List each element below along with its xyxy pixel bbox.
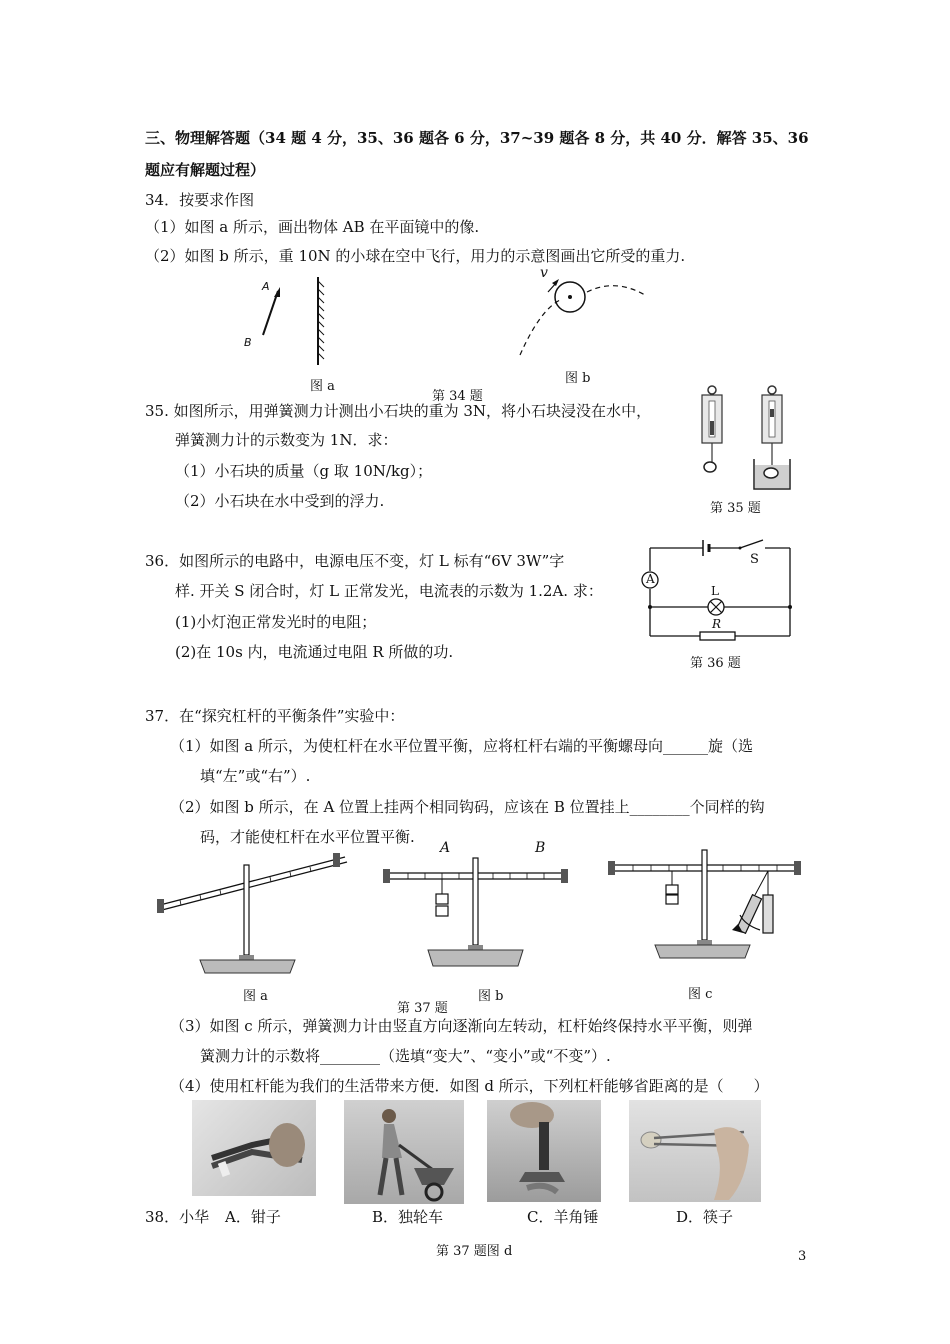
hook-weight xyxy=(436,906,448,916)
q37-figure-c xyxy=(600,850,810,965)
resistor-r xyxy=(700,632,735,640)
q36-caption: 第 36 题 xyxy=(690,656,741,671)
q35-caption: 第 35 题 xyxy=(710,501,761,516)
photo-chopsticks xyxy=(629,1100,761,1202)
q36-label-ammeter: A xyxy=(646,572,655,586)
q35-part1: （1）小石块的质量（g 取 10N/kg）； xyxy=(175,462,433,480)
q37-figure-a xyxy=(150,855,350,975)
q37-title: 37．在“探究杠杆的平衡条件”实验中： xyxy=(145,707,405,725)
q35-figure xyxy=(690,385,800,495)
q36-part1: (1)小灯泡正常发光时的电阻； xyxy=(175,613,377,631)
q37-figure-b xyxy=(380,858,580,973)
q38-stub: 38．小华 xyxy=(145,1208,210,1226)
q36-line1: 36．如图所示的电路中，电源电压不变，灯 L 标有“6V 3W”字 xyxy=(145,552,565,570)
q37-caption: 第 37 题 xyxy=(397,1001,448,1016)
q37-option-d: D．筷子 xyxy=(676,1208,734,1226)
arrow-icon xyxy=(274,287,280,297)
balance-nut-left xyxy=(157,899,164,913)
q36-part2: (2)在 10s 内，电流通过电阻 R 所做的功. xyxy=(175,643,454,661)
velocity-arrow-icon xyxy=(552,279,559,286)
q37-part1-line2: 填“左”或“右”）. xyxy=(200,767,311,785)
q37-label-a: A xyxy=(440,840,451,856)
q37-option-c: C．羊角锤 xyxy=(527,1208,599,1226)
q37-part4: （4）使用杠杆能为我们的生活带来方便．如图 d 所示，下列杠杆能够省距离的是（ ） xyxy=(170,1077,769,1095)
q37-part3-line1: （3）如图 c 所示，弹簧测力计由竖直方向逐渐向左转动，杠杆始终保持水平平衡，则弹 xyxy=(170,1017,753,1035)
q37-option-b: B．独轮车 xyxy=(372,1208,444,1226)
spring-scale-tilted xyxy=(736,895,761,934)
q35-line2: 弹簧测力计的示数变为 1N．求： xyxy=(175,431,398,449)
q34-label-a: A xyxy=(262,280,270,293)
lever-stand xyxy=(244,865,249,955)
q37-fig-c-caption: 图 c xyxy=(688,987,713,1002)
section-heading-line1: 三、物理解答题（34 题 4 分，35、36 题各 6 分，37~39 题各 8 分，共 40 分．解答 35、36 xyxy=(145,129,809,147)
q35-part2: （2）小石块在水中受到的浮力. xyxy=(175,492,385,510)
q36-label-l: L xyxy=(711,584,719,598)
q37-part1-line1: （1）如图 a 所示，为使杠杆在水平位置平衡，应将杠杆右端的平衡螺母向______旋（选 xyxy=(170,737,754,755)
q34-caption: 第 34 题 xyxy=(432,389,483,404)
q34-title: 34．按要求作图 xyxy=(145,191,255,209)
q34-label-v: v xyxy=(540,265,548,281)
q34-figure-a xyxy=(240,275,340,370)
photo-pliers xyxy=(192,1100,316,1196)
section-heading-line2: 题应有解题过程） xyxy=(145,161,266,179)
q37-fig-a-caption: 图 a xyxy=(243,989,268,1004)
q34-part1: （1）如图 a 所示，画出物体 AB 在平面镜中的像. xyxy=(145,218,480,236)
hook-weight xyxy=(436,894,448,904)
q37-part2-line2: 码，才能使杠杆在水平位置平衡. xyxy=(200,828,415,846)
photo-claw-hammer xyxy=(487,1100,601,1202)
q34-fig-b-caption: 图 b xyxy=(565,371,591,386)
q37-fig-d-caption: 第 37 题图 d xyxy=(436,1244,513,1259)
q34-figure-b xyxy=(515,270,655,360)
q36-label-s: S xyxy=(750,552,759,567)
q37-part2-line1: （2）如图 b 所示，在 A 位置上挂两个相同钩码，应该在 B 位置挂上________个同样的钩 xyxy=(170,798,765,816)
q34-fig-a-caption: 图 a xyxy=(310,379,335,394)
q34-part2: （2）如图 b 所示，重 10N 的小球在空中飞行，用力的示意图画出它所受的重力. xyxy=(145,247,686,265)
page-number: 3 xyxy=(798,1249,807,1264)
q36-line2: 样. 开关 S 闭合时，灯 L 正常发光，电流表的示数为 1.2A. 求： xyxy=(175,582,603,600)
switch-s xyxy=(740,540,763,548)
q35-line1: 35. 如图所示，用弹簧测力计测出小石块的重为 3N，将小石块浸没在水中， xyxy=(145,402,652,420)
q37-option-a: A．钳子 xyxy=(225,1208,281,1226)
q37-part3-line2: 簧测力计的示数将________（选填“变大”、“变小”或“不变”）. xyxy=(200,1047,611,1065)
photo-wheelbarrow xyxy=(344,1100,464,1204)
q34-label-b: B xyxy=(244,336,252,349)
stone xyxy=(704,462,716,472)
balance-nut-right xyxy=(333,853,340,867)
spring-scale-vertical xyxy=(763,895,773,933)
q36-label-r: R xyxy=(712,617,722,631)
q37-label-b: B xyxy=(535,840,546,856)
q37-fig-b-caption: 图 b xyxy=(478,989,504,1004)
